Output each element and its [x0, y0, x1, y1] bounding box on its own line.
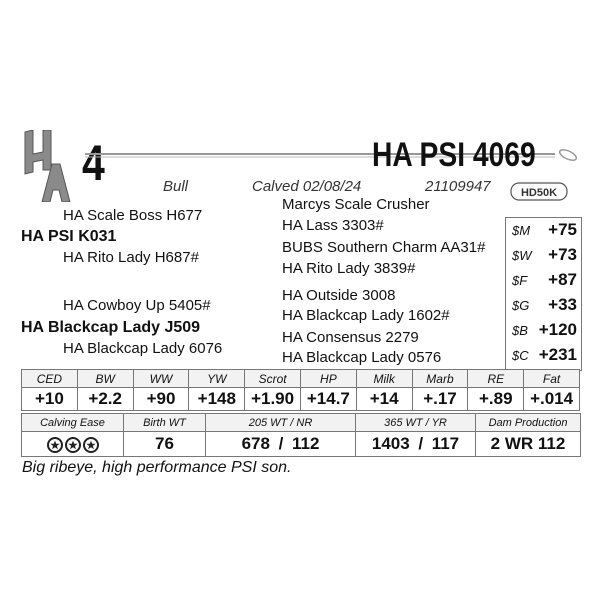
epd-table	[21, 369, 580, 411]
epd-header: WW	[133, 370, 189, 388]
star-icon	[83, 437, 99, 453]
index-value: +120	[538, 320, 577, 339]
epd-value: +10	[22, 388, 78, 411]
epd-value: +.89	[468, 388, 524, 411]
ha-logo-icon	[22, 130, 72, 202]
sire: HA PSI K031	[21, 228, 117, 245]
index-value: +73	[548, 245, 577, 264]
epd-header: RE	[468, 370, 524, 388]
index-value: +33	[548, 295, 577, 314]
index-label: $M	[512, 223, 531, 238]
dam-dam: HA Blackcap Lady 6076	[63, 340, 223, 357]
sire-dam: HA Rito Lady H687#	[63, 249, 199, 266]
index-row	[506, 243, 581, 268]
epd-value: +14	[356, 388, 412, 411]
epd-value: +14.7	[300, 388, 356, 411]
epd-header: HP	[300, 370, 356, 388]
dam-sire-sire: HA Outside 3008	[282, 287, 396, 304]
index-row	[506, 318, 581, 343]
epd-header: Marb	[412, 370, 468, 388]
perf-header: Dam Production	[476, 414, 581, 432]
sire-sire-dam: HA Lass 3303#	[282, 217, 384, 234]
dam-dam-sire: HA Consensus 2279	[282, 329, 419, 346]
index-label: $B	[512, 323, 528, 338]
dam-production: 2 WR 112	[476, 432, 581, 457]
lot-comment: Big ribeye, high performance PSI son.	[22, 459, 292, 476]
epd-value-row	[22, 388, 580, 411]
sire-sire-sire: Marcys Scale Crusher	[282, 196, 430, 213]
index-row	[506, 268, 581, 293]
hd50k-badge-icon	[510, 182, 568, 201]
dam-sire: HA Cowboy Up 5405#	[63, 297, 211, 314]
epd-value: +.17	[412, 388, 468, 411]
epd-value: +90	[133, 388, 189, 411]
dam-sire-dam: HA Blackcap Lady 1602#	[282, 307, 450, 324]
epd-value: +2.2	[77, 388, 133, 411]
weaning-weight: 678 / 112	[206, 432, 356, 457]
star-icon	[65, 437, 81, 453]
hd50k-text: HD50K	[520, 187, 558, 199]
performance-header-row	[22, 414, 581, 432]
perf-header: Calving Ease	[22, 414, 124, 432]
epd-value: +1.90	[245, 388, 301, 411]
calving-ease-stars	[22, 432, 124, 457]
wt205-value: 678	[241, 434, 270, 453]
dam: HA Blackcap Lady J509	[21, 319, 201, 336]
index-row	[506, 218, 581, 243]
epd-header-row	[22, 370, 580, 388]
calved-date: Calved 02/08/24	[252, 178, 362, 195]
sire-sire: HA Scale Boss H677	[63, 207, 203, 224]
performance-value-row	[22, 432, 581, 457]
lot-number: 4	[82, 135, 105, 191]
dam-dam-dam: HA Blackcap Lady 0576	[282, 349, 442, 366]
index-label: $C	[512, 348, 529, 363]
perf-header: 365 WT / YR	[356, 414, 476, 432]
index-row	[506, 343, 581, 368]
perf-header: 205 WT / NR	[206, 414, 356, 432]
epd-header: CED	[22, 370, 78, 388]
epd-header: Milk	[356, 370, 412, 388]
index-label: $F	[512, 273, 528, 288]
yearling-weight: 1403 / 117	[356, 432, 476, 457]
epd-header: BW	[77, 370, 133, 388]
epd-value: +148	[189, 388, 245, 411]
index-value: +87	[548, 270, 577, 289]
index-label: $W	[512, 248, 532, 263]
epd-value: +.014	[524, 388, 580, 411]
sire-dam-sire: BUBS Southern Charm AA31#	[282, 239, 486, 256]
index-label: $G	[512, 298, 530, 313]
wt365-value: 1403	[371, 434, 410, 453]
wt205-ratio: 112	[291, 434, 320, 453]
wt365-ratio: 117	[431, 434, 460, 453]
epd-header: Scrot	[245, 370, 301, 388]
performance-table	[21, 413, 581, 457]
index-row	[506, 293, 581, 318]
index-box	[505, 217, 582, 371]
epd-header: Fat	[524, 370, 580, 388]
index-value: +75	[548, 220, 577, 239]
sire-dam-dam: HA Rito Lady 3839#	[282, 260, 416, 277]
index-value: +231	[538, 345, 577, 364]
registration-number: 21109947	[425, 178, 491, 195]
epd-header: YW	[189, 370, 245, 388]
birth-weight: 76	[124, 432, 206, 457]
animal-name: HA PSI 4069	[372, 136, 536, 174]
perf-header: Birth WT	[124, 414, 206, 432]
sex-label: Bull	[163, 178, 189, 195]
star-icon	[47, 437, 63, 453]
